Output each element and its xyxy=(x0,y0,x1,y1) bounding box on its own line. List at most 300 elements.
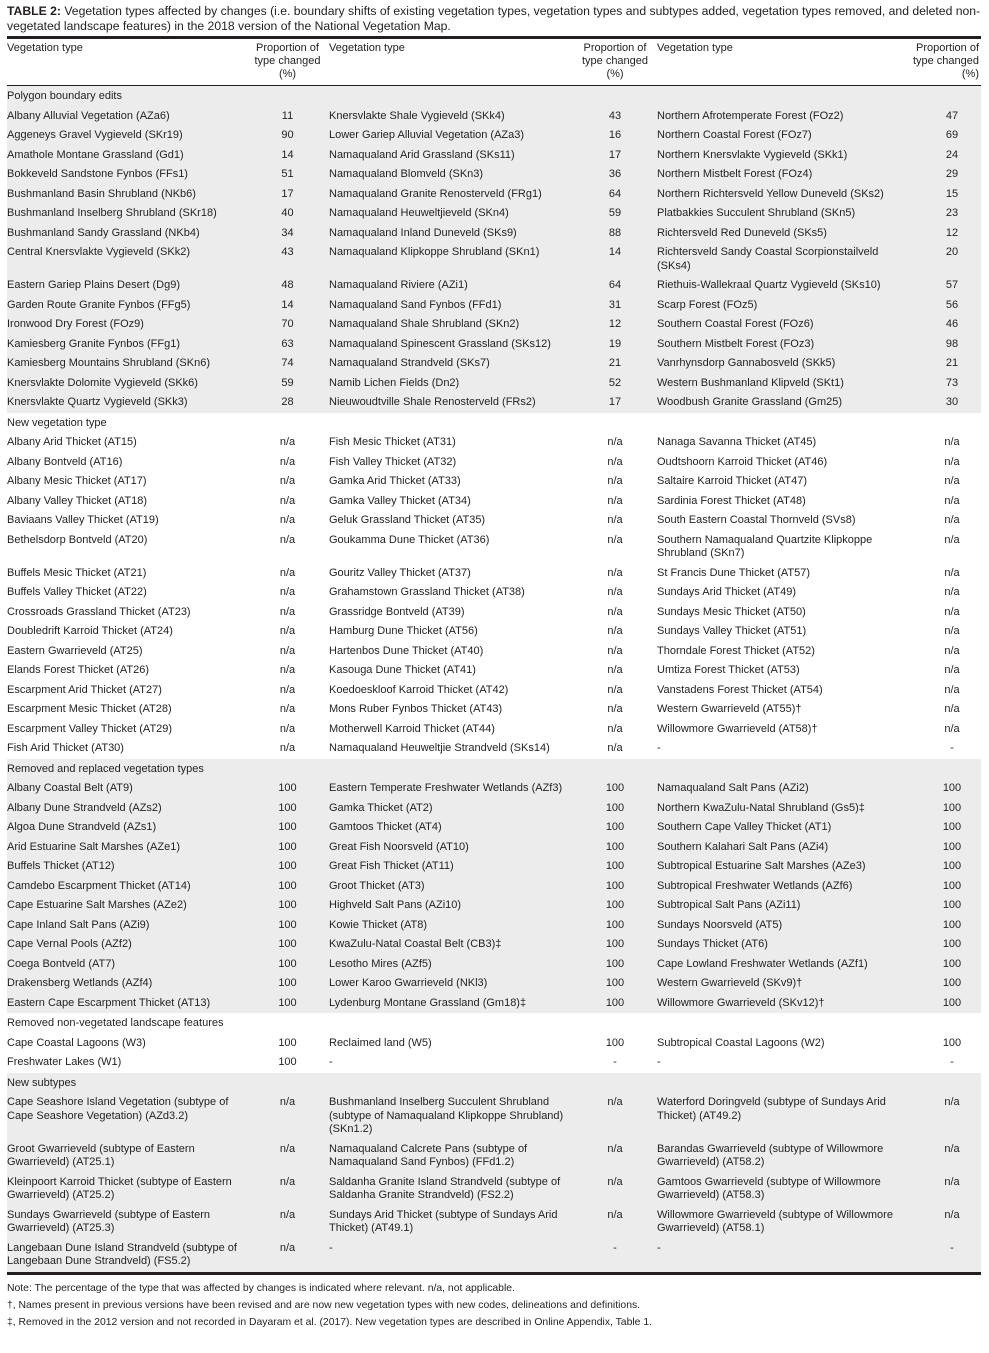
proportion-changed-cell: 88 xyxy=(608,226,622,239)
vegetation-type-cell: Eastern Cape Escarpment Thicket (AT13) xyxy=(7,996,211,1009)
vegetation-type-cell: Cape Inland Salt Pans (AZi9) xyxy=(7,918,150,931)
table-row xyxy=(7,204,981,224)
proportion-changed-cell: n/a xyxy=(279,1175,296,1188)
proportion-changed-cell: 100 xyxy=(942,918,962,931)
vegetation-type-cell: Great Fish Noorsveld (AT10) xyxy=(329,840,469,853)
vegetation-type-cell: Namaqualand Riviere (AZi1) xyxy=(329,279,468,291)
vegetation-type-cell: Crossroads Grassland Thicket (AT23) xyxy=(7,605,191,618)
table-row xyxy=(7,974,981,994)
table-row xyxy=(7,107,981,127)
vegetation-type-cell: Namaqualand Spinescent Grassland (SKs12) xyxy=(329,337,551,350)
proportion-changed-cell: n/a xyxy=(279,644,296,657)
vegetation-type-cell: Willowmore Gwarrieveld (AT58)† xyxy=(657,722,818,735)
proportion-changed-cell: 48 xyxy=(281,279,294,291)
vegetation-type-cell: Namaqualand Heuweltjie Strandveld (SKs14) xyxy=(329,742,550,754)
vegetation-type-cell: Subtropical Freshwater Wetlands (AZf6) xyxy=(657,879,853,892)
vegetation-type-cell: Escarpment Valley Thicket (AT29) xyxy=(7,722,173,735)
vegetation-type-cell: - xyxy=(329,1056,333,1068)
vegetation-type-cell: St Francis Dune Thicket (AT57) xyxy=(657,566,811,579)
proportion-changed-cell: 100 xyxy=(605,801,625,814)
vegetation-type-cell: Groot Thicket (AT3) xyxy=(329,879,425,892)
vegetation-type-cell: Northern Knersvlakte Vygieveld (SKk1) xyxy=(657,148,848,161)
proportion-changed-cell: n/a xyxy=(944,664,960,676)
vegetation-type-cell: Albany Alluvial Vegetation (AZa6) xyxy=(7,109,170,122)
vegetation-type-cell: Hamburg Dune Thicket (AT56) xyxy=(329,625,478,637)
vegetation-type-cell: Nanaga Savanna Thicket (AT45) xyxy=(657,436,817,448)
proportion-changed-cell: 98 xyxy=(945,337,959,350)
vegetation-type-cell: Western Gwarrieveld (SKv9)† xyxy=(657,977,803,989)
proportion-changed-cell: 100 xyxy=(278,821,297,833)
proportion-changed-cell: n/a xyxy=(944,475,960,487)
vegetation-type-cell: Southern Cape Valley Thicket (AT1) xyxy=(657,821,832,833)
vegetation-type-cell: Richtersveld Red Duneveld (SKs5) xyxy=(657,226,827,239)
vegetation-type-cell: Thorndale Forest Thicket (AT52) xyxy=(657,644,815,657)
table-row xyxy=(7,818,981,838)
vegetation-type-cell: Saltaire Karroid Thicket (AT47) xyxy=(657,475,807,487)
proportion-changed-cell: n/a xyxy=(279,722,296,735)
proportion-changed-cell: 100 xyxy=(942,957,962,970)
proportion-changed-cell: 100 xyxy=(605,821,625,833)
vegetation-type-cell: Central Knersvlakte Vygieveld (SKk2) xyxy=(7,246,191,258)
vegetation-type-cell: Gamka Arid Thicket (AT33) xyxy=(329,475,461,487)
proportion-changed-cell: 100 xyxy=(278,996,297,1009)
table-row xyxy=(7,243,981,276)
proportion-changed-cell: 100 xyxy=(942,860,962,872)
table-row xyxy=(7,994,981,1014)
table-row xyxy=(7,315,981,335)
proportion-changed-cell: n/a xyxy=(944,1175,960,1188)
table-row xyxy=(7,779,981,799)
proportion-changed-cell: n/a xyxy=(607,664,623,676)
proportion-changed-cell: 16 xyxy=(608,129,622,141)
vegetation-type-cell: Langebaan Dune Island Strandveld (subtype of Langebaan Dune Strandveld) (FS5.2) xyxy=(7,1241,237,1267)
proportion-changed-cell: n/a xyxy=(279,1241,296,1254)
vegetation-type-cell: Gamka Valley Thicket (AT34) xyxy=(329,494,471,507)
proportion-changed-cell: 100 xyxy=(605,938,625,950)
vegetation-type-cell: Camdebo Escarpment Thicket (AT14) xyxy=(7,879,191,892)
proportion-changed-cell: 40 xyxy=(281,207,294,219)
vegetation-type-cell: Fish Valley Thicket (AT32) xyxy=(329,455,457,468)
section-title: Removed and replaced vegetation types xyxy=(7,762,204,775)
proportion-changed-cell: n/a xyxy=(607,644,623,657)
proportion-changed-cell: n/a xyxy=(944,644,960,657)
vegetation-type-cell: Albany Bontveld (AT16) xyxy=(7,455,123,468)
proportion-changed-cell: n/a xyxy=(607,742,623,754)
table-row xyxy=(7,603,981,623)
proportion-changed-cell: n/a xyxy=(944,683,960,696)
vegetation-type-cell: Subtropical Coastal Lagoons (W2) xyxy=(657,1036,825,1049)
proportion-changed-cell: 57 xyxy=(945,279,959,291)
vegetation-type-cell: Gamtoos Gwarrieveld (subtype of Willowmore Gwarrieveld) (AT58.3) xyxy=(657,1175,881,1201)
table-row xyxy=(7,296,981,316)
table-row xyxy=(7,511,981,531)
proportion-changed-cell: n/a xyxy=(944,703,960,715)
proportion-changed-cell: 100 xyxy=(278,860,297,872)
vegetation-type-cell: South Eastern Coastal Thornveld (SVs8) xyxy=(657,514,856,526)
vegetation-type-cell: Escarpment Mesic Thicket (AT28) xyxy=(7,703,172,715)
vegetation-type-cell: - xyxy=(657,1241,661,1254)
proportion-changed-cell: n/a xyxy=(944,514,960,526)
table-row xyxy=(7,335,981,355)
vegetation-type-cell: Baviaans Valley Thicket (AT19) xyxy=(7,514,159,526)
vegetation-type-cell: Sundays Thicket (AT6) xyxy=(657,938,768,950)
vegetation-type-cell: Buffels Valley Thicket (AT22) xyxy=(7,586,147,598)
vegetation-type-cell: Grassridge Bontveld (AT39) xyxy=(329,605,465,618)
header-row xyxy=(7,38,981,86)
proportion-changed-cell: 36 xyxy=(608,168,622,180)
section-heading-row xyxy=(7,413,981,434)
table-row xyxy=(7,564,981,584)
table-row xyxy=(7,622,981,642)
proportion-changed-cell: n/a xyxy=(607,703,623,715)
proportion-changed-cell: 17 xyxy=(608,148,622,161)
proportion-changed-cell: - xyxy=(613,1056,617,1068)
vegetation-type-cell: Eastern Gariep Plains Desert (Dg9) xyxy=(7,279,181,291)
vegetation-type-cell: Gamtoos Thicket (AT4) xyxy=(329,821,442,833)
proportion-changed-cell: 100 xyxy=(278,977,297,989)
vegetation-type-cell: Buffels Mesic Thicket (AT21) xyxy=(7,566,147,579)
proportion-changed-cell: 100 xyxy=(605,1036,625,1049)
vegetation-type-cell: Doubledrift Karroid Thicket (AT24) xyxy=(7,625,173,637)
proportion-changed-cell: 100 xyxy=(605,918,625,931)
proportion-changed-cell: n/a xyxy=(279,1142,296,1155)
proportion-changed-cell: n/a xyxy=(607,475,623,487)
proportion-changed-cell: 100 xyxy=(605,782,625,794)
table-row xyxy=(7,935,981,955)
vegetation-type-cell: Ironwood Dry Forest (FOz9) xyxy=(7,318,144,330)
vegetation-type-cell: Northern KwaZulu-Natal Shrubland (Gs5)‡ xyxy=(657,801,865,814)
vegetation-type-cell: Subtropical Salt Pans (AZi11) xyxy=(657,899,801,911)
vegetation-type-cell: Vanstadens Forest Thicket (AT54) xyxy=(657,683,823,696)
vegetation-type-cell: Willowmore Gwarrieveld (subtype of Willowmore Gwarrieveld) (AT58.1) xyxy=(657,1208,893,1234)
vegetation-type-cell: Saldanha Granite Island Strandveld (subtype of Saldanha Granite Strandveld) (FS2.2) xyxy=(329,1175,561,1201)
vegetation-type-cell: Namaqualand Blomveld (SKn3) xyxy=(329,168,484,180)
vegetation-type-cell: Willowmore Gwarrieveld (SKv12)† xyxy=(657,996,825,1009)
proportion-changed-cell: 69 xyxy=(945,129,959,141)
vegetation-type-cell: Reclaimed land (W5) xyxy=(329,1036,432,1049)
vegetation-type-cell: Namaqualand Calcrete Pans (subtype of Namaqualand Sand Fynbos) (FFd1.2) xyxy=(329,1142,528,1168)
section-heading-row xyxy=(7,86,981,107)
proportion-changed-cell: n/a xyxy=(279,436,296,448)
vegetation-type-cell: Barandas Gwarrieveld (subtype of Willowmore Gwarrieveld) (AT58.2) xyxy=(657,1142,884,1168)
proportion-changed-cell: 100 xyxy=(942,821,962,833)
vegetation-type-cell: Namaqualand Granite Renosterveld (FRg1) xyxy=(329,187,542,200)
section-title: New vegetation type xyxy=(7,416,107,429)
proportion-changed-cell: 17 xyxy=(608,396,622,408)
proportion-changed-cell: n/a xyxy=(279,703,296,715)
vegetation-type-cell: Namaqualand Inland Duneveld (SKs9) xyxy=(329,226,517,239)
proportion-changed-cell: 20 xyxy=(945,246,959,258)
vegetation-type-cell: Bethelsdorp Bontveld (AT20) xyxy=(7,533,148,546)
proportion-changed-cell: 100 xyxy=(278,918,297,931)
proportion-changed-cell: n/a xyxy=(607,455,623,468)
vegetation-type-cell: Albany Mesic Thicket (AT17) xyxy=(7,475,147,487)
proportion-changed-cell: n/a xyxy=(607,566,623,579)
proportion-changed-cell: 100 xyxy=(278,782,297,794)
table-row xyxy=(7,661,981,681)
proportion-changed-cell: 100 xyxy=(605,957,625,970)
section-title: New subtypes xyxy=(7,1076,77,1089)
vegetation-type-cell: Namaqualand Arid Grassland (SKs11) xyxy=(329,148,515,161)
vegetation-type-cell: Namib Lichen Fields (Dn2) xyxy=(329,376,460,389)
vegetation-type-cell: Scarp Forest (FOz5) xyxy=(657,298,758,311)
proportion-changed-cell: n/a xyxy=(279,664,296,676)
proportion-changed-cell: 100 xyxy=(278,899,297,911)
vegetation-type-cell: Bushmanland Basin Shrubland (NKb6) xyxy=(7,187,196,200)
proportion-changed-cell: n/a xyxy=(279,566,296,579)
proportion-changed-cell: 56 xyxy=(945,298,959,311)
proportion-changed-cell: n/a xyxy=(607,625,623,637)
vegetation-type-cell: Oudtshoorn Karroid Thicket (AT46) xyxy=(657,455,828,468)
table-section xyxy=(7,86,981,413)
proportion-changed-cell: 100 xyxy=(605,879,625,892)
proportion-changed-cell: 31 xyxy=(608,298,622,311)
vegetation-type-cell: Richtersveld Sandy Coastal Scorpionstailveld (SKs4) xyxy=(657,246,879,272)
proportion-changed-cell: n/a xyxy=(944,586,960,598)
vegetation-type-cell: Kleinpoort Karroid Thicket (subtype of Eastern Gwarrieveld) (AT25.2) xyxy=(7,1175,232,1201)
proportion-changed-cell: 46 xyxy=(945,318,959,330)
vegetation-type-cell: Eastern Gwarrieveld (AT25) xyxy=(7,644,143,657)
table-row xyxy=(7,916,981,936)
note-general: Note: The percentage of the type that was affected by changes is indicated where relevant. n/a, not applicable. xyxy=(7,1282,515,1294)
vegetation-type-cell: Lydenburg Montane Grassland (Gm18)‡ xyxy=(329,996,527,1009)
proportion-changed-cell: n/a xyxy=(607,586,623,598)
table-row xyxy=(7,492,981,512)
table-row xyxy=(7,185,981,205)
header-proportion: Proportion of type changed (%) xyxy=(254,42,321,80)
vegetation-type-cell: Escarpment Arid Thicket (AT27) xyxy=(7,683,162,696)
proportion-changed-cell: n/a xyxy=(279,683,296,696)
table-row xyxy=(7,857,981,877)
vegetation-type-cell: Lower Gariep Alluvial Vegetation (AZa3) xyxy=(329,129,525,141)
vegetation-type-cell: Eastern Temperate Freshwater Wetlands (AZf3) xyxy=(329,782,563,794)
vegetation-type-cell: Southern Kalahari Salt Pans (AZi4) xyxy=(657,840,829,853)
table-row xyxy=(7,955,981,975)
vegetation-type-cell: Sundays Arid Thicket (subtype of Sundays Arid Thicket) (AT49.1) xyxy=(329,1208,558,1234)
vegetation-type-cell: Bushmanland Sandy Grassland (NKb4) xyxy=(7,226,200,239)
table-row xyxy=(7,453,981,473)
vegetation-type-cell: Cape Coastal Lagoons (W3) xyxy=(7,1036,146,1049)
proportion-changed-cell: n/a xyxy=(944,625,960,637)
table-row xyxy=(7,374,981,394)
proportion-changed-cell: n/a xyxy=(279,533,296,546)
proportion-changed-cell: 100 xyxy=(942,879,962,892)
vegetation-type-cell: Albany Valley Thicket (AT18) xyxy=(7,494,148,507)
vegetation-type-cell: Koedoeskloof Karroid Thicket (AT42) xyxy=(329,683,509,696)
vegetation-type-cell: - xyxy=(657,742,661,754)
proportion-changed-cell: 100 xyxy=(278,1056,297,1068)
proportion-changed-cell: 100 xyxy=(278,957,297,970)
vegetation-type-cell: Motherwell Karroid Thicket (AT44) xyxy=(329,722,495,735)
proportion-changed-cell: 23 xyxy=(945,207,959,219)
vegetation-type-cell: Garden Route Granite Fynbos (FFg5) xyxy=(7,298,191,311)
header-vegetation-type: Vegetation type xyxy=(7,42,83,54)
proportion-changed-cell: 28 xyxy=(281,396,294,408)
proportion-changed-cell: n/a xyxy=(279,605,296,618)
vegetation-type-cell: - xyxy=(329,1241,333,1254)
vegetation-type-cell: Arid Estuarine Salt Marshes (AZe1) xyxy=(7,840,181,853)
proportion-changed-cell: n/a xyxy=(607,1208,623,1221)
vegetation-type-cell: Umtiza Forest Thicket (AT53) xyxy=(657,664,800,676)
vegetation-type-cell: Namaqualand Klipkoppe Shrubland (SKn1) xyxy=(329,246,540,258)
proportion-changed-cell: 100 xyxy=(942,840,962,853)
table-row xyxy=(7,433,981,453)
vegetation-type-cell: Drakensberg Wetlands (AZf4) xyxy=(7,977,153,989)
vegetation-type-cell: Kasouga Dune Thicket (AT41) xyxy=(329,664,476,676)
proportion-changed-cell: 14 xyxy=(608,246,622,258)
table-row xyxy=(7,681,981,701)
proportion-changed-cell: 90 xyxy=(281,129,294,141)
vegetation-type-cell: Woodbush Granite Grassland (Gm25) xyxy=(657,396,843,408)
proportion-changed-cell: n/a xyxy=(944,455,960,468)
proportion-changed-cell: n/a xyxy=(944,1142,960,1155)
table-section xyxy=(7,1013,981,1073)
table-row xyxy=(7,1034,981,1054)
vegetation-type-cell: Kamiesberg Granite Fynbos (FFg1) xyxy=(7,337,181,350)
proportion-changed-cell: 17 xyxy=(281,187,294,200)
table-row xyxy=(7,720,981,740)
vegetation-type-cell: Cape Seashore Island Vegetation (subtype of Cape Seashore Vegetation) (AZd3.2) xyxy=(7,1096,229,1122)
proportion-changed-cell: n/a xyxy=(944,566,960,579)
table-row xyxy=(7,1140,981,1173)
proportion-changed-cell: 63 xyxy=(281,337,294,350)
proportion-changed-cell: 74 xyxy=(281,357,294,369)
proportion-changed-cell: n/a xyxy=(607,722,623,735)
table-row xyxy=(7,642,981,662)
table-caption xyxy=(7,4,981,34)
vegetation-type-cell: Highveld Salt Pans (AZi10) xyxy=(329,899,462,911)
proportion-changed-cell: 73 xyxy=(945,376,959,389)
header-proportion: Proportion of type changed (%) xyxy=(581,42,649,80)
proportion-changed-cell: n/a xyxy=(607,683,623,696)
proportion-changed-cell: 51 xyxy=(281,168,294,180)
section-title: Polygon boundary edits xyxy=(7,90,122,102)
proportion-changed-cell: - xyxy=(950,1241,954,1254)
vegetation-type-cell: Sundays Gwarrieveld (subtype of Eastern Gwarrieveld) (AT25.3) xyxy=(7,1208,210,1234)
proportion-changed-cell: 52 xyxy=(608,376,622,389)
vegetation-type-cell: Coega Bontveld (AT7) xyxy=(7,957,116,970)
vegetation-type-cell: Albany Arid Thicket (AT15) xyxy=(7,436,137,448)
proportion-changed-cell: n/a xyxy=(944,533,960,546)
proportion-changed-cell: n/a xyxy=(279,586,296,598)
table-section xyxy=(7,759,981,1014)
proportion-changed-cell: 100 xyxy=(605,899,625,911)
proportion-changed-cell: n/a xyxy=(607,514,623,526)
proportion-changed-cell: 100 xyxy=(278,801,297,814)
proportion-changed-cell: - xyxy=(950,742,954,754)
proportion-changed-cell: 100 xyxy=(942,996,962,1009)
table-row xyxy=(7,472,981,492)
vegetation-type-cell: Bokkeveld Sandstone Fynbos (FFs1) xyxy=(7,168,188,180)
table-row xyxy=(7,1093,981,1140)
table-row xyxy=(7,877,981,897)
vegetation-type-cell: KwaZulu-Natal Coastal Belt (CB3)‡ xyxy=(329,938,502,950)
vegetation-type-cell: Northern Richtersveld Yellow Duneveld (SKs2) xyxy=(657,187,884,200)
table-row xyxy=(7,838,981,858)
proportion-changed-cell: 30 xyxy=(945,396,959,408)
table-row xyxy=(7,531,981,564)
vegetation-type-cell: Aggeneys Gravel Vygieveld (SKr19) xyxy=(7,129,183,141)
table-row xyxy=(7,354,981,374)
proportion-changed-cell: - xyxy=(613,1241,617,1254)
vegetation-type-cell: Northern Coastal Forest (FOz7) xyxy=(657,129,812,141)
proportion-changed-cell: 100 xyxy=(942,977,962,989)
proportion-changed-cell: 100 xyxy=(942,938,962,950)
proportion-changed-cell: n/a xyxy=(944,436,960,448)
caption-text: Vegetation types affected by changes (i.e. boundary shifts of existing vegetation types, vegetation types and subtypes added, vegetation types removed, and deleted non-vegetated landscape features) in the 2018 version of the National Vegetation Map. xyxy=(7,4,981,33)
vegetation-type-cell: Lower Karoo Gwarrieveld (NKl3) xyxy=(329,977,488,989)
header-vegetation-type: Vegetation type xyxy=(657,42,733,54)
proportion-changed-cell: 100 xyxy=(278,938,297,950)
proportion-changed-cell: n/a xyxy=(279,455,296,468)
proportion-changed-cell: 64 xyxy=(608,187,622,200)
table-row xyxy=(7,700,981,720)
table-label: TABLE 2: xyxy=(7,4,61,18)
section-title: Removed non-vegetated landscape features xyxy=(7,1017,224,1029)
proportion-changed-cell: n/a xyxy=(279,494,296,507)
proportion-changed-cell: n/a xyxy=(944,722,960,735)
vegetation-type-cell: Bushmanland Inselberg Shrubland (SKr18) xyxy=(7,207,217,219)
table-row xyxy=(7,146,981,166)
vegetation-type-cell: Mons Ruber Fynbos Thicket (AT43) xyxy=(329,703,503,715)
vegetation-type-cell: Lesotho Mires (AZf5) xyxy=(329,957,432,970)
proportion-changed-cell: 59 xyxy=(608,207,622,219)
vegetation-changes-table xyxy=(7,36,981,1275)
proportion-changed-cell: 21 xyxy=(608,357,622,369)
table-section xyxy=(7,413,981,759)
vegetation-type-cell: Vanrhynsdorp Gannabosveld (SKk5) xyxy=(657,357,836,369)
table-row xyxy=(7,393,981,413)
proportion-changed-cell: 100 xyxy=(605,860,625,872)
proportion-changed-cell: 19 xyxy=(608,337,622,350)
vegetation-type-cell: Algoa Dune Strandveld (AZs1) xyxy=(7,821,157,833)
proportion-changed-cell: 70 xyxy=(281,318,294,330)
vegetation-type-cell: Knersvlakte Shale Vygieveld (SKk4) xyxy=(329,109,505,122)
proportion-changed-cell: 100 xyxy=(942,801,962,814)
proportion-changed-cell: - xyxy=(950,1056,954,1068)
vegetation-type-cell: Freshwater Lakes (W1) xyxy=(7,1056,122,1068)
vegetation-type-cell: Platbakkies Succulent Shrubland (SKn5) xyxy=(657,207,856,219)
proportion-changed-cell: 14 xyxy=(281,298,294,311)
proportion-changed-cell: 100 xyxy=(278,879,297,892)
vegetation-type-cell: Albany Dune Strandveld (AZs2) xyxy=(7,801,162,814)
proportion-changed-cell: 15 xyxy=(945,187,959,200)
proportion-changed-cell: 24 xyxy=(945,148,959,161)
vegetation-type-cell: Cape Vernal Pools (AZf2) xyxy=(7,938,132,950)
section-heading-row xyxy=(7,759,981,780)
proportion-changed-cell: n/a xyxy=(944,605,960,618)
table-row xyxy=(7,276,981,296)
vegetation-type-cell: Elands Forest Thicket (AT26) xyxy=(7,664,150,676)
proportion-changed-cell: 100 xyxy=(605,996,625,1009)
vegetation-type-cell: Northern Mistbelt Forest (FOz4) xyxy=(657,168,813,180)
vegetation-type-cell: - xyxy=(657,1056,661,1068)
vegetation-type-cell: Namaqualand Salt Pans (AZi2) xyxy=(657,782,809,794)
table-row xyxy=(7,739,981,759)
vegetation-type-cell: Sundays Valley Thicket (AT51) xyxy=(657,625,807,637)
proportion-changed-cell: n/a xyxy=(279,742,296,754)
header-proportion: Proportion of type changed (%) xyxy=(912,42,979,80)
proportion-changed-cell: 14 xyxy=(281,148,294,161)
proportion-changed-cell: 64 xyxy=(608,279,622,291)
table-row xyxy=(7,1206,981,1239)
vegetation-type-cell: Amathole Montane Grassland (Gd1) xyxy=(7,148,184,161)
vegetation-type-cell: Subtropical Estuarine Salt Marshes (AZe3) xyxy=(657,860,866,872)
vegetation-type-cell: Cape Lowland Freshwater Wetlands (AZf1) xyxy=(657,957,868,970)
vegetation-type-cell: Southern Mistbelt Forest (FOz3) xyxy=(657,337,815,350)
section-heading-row xyxy=(7,1073,981,1094)
note-dagger: †, Names present in previous versions have been revised and are now new vegetation types with new codes, delineations and definitions. xyxy=(7,1299,641,1311)
